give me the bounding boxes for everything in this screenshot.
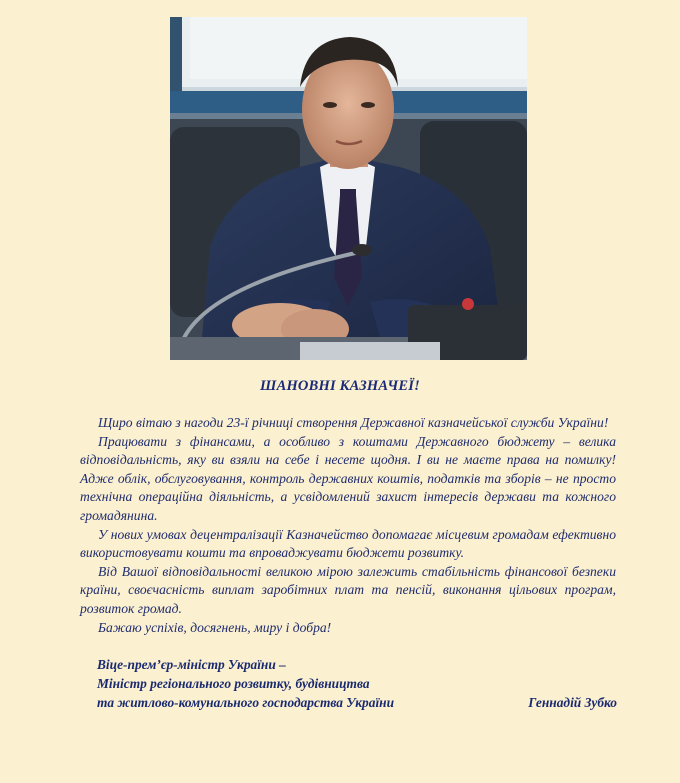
paragraph-decentralization: У нових умовах децентралізації Казначейство допомагає місцевим громадам ефективно використовувати кошти та впроваджувати бюджети розвитку. xyxy=(80,526,616,561)
letter-heading: ШАНОВНІ КАЗНАЧЕЇ! xyxy=(260,378,420,394)
paragraph-stability: Від Вашої відповідальності великою мірою залежить стабільність фінансової безпеки країни, своєчасність виплат заробітних плат та пенсій, виконання цільових програм, розвиток громад. xyxy=(80,563,616,616)
signature-title-line-1: Віце-прем’єр-міністр України – xyxy=(97,657,286,672)
official-portrait-photo xyxy=(170,17,527,360)
signature-name: Геннадій Зубко xyxy=(528,695,617,710)
paragraph-responsibility: Працювати з фінансами, а особливо з коштами Державного бюджету – велика відповідальність, яку ви взяли на себе і несете щодня. І ви не маєте права на помилку! Адже облік, обслуговування, контроль державних коштів, податків та зборів – не просто технічна операційна діяльність, а усвідомлений захист інтересів держави та кожного громадянина. xyxy=(80,433,616,523)
signature-title-line-3: та житлово-комунального господарства України xyxy=(97,695,395,710)
signature-block xyxy=(97,655,617,712)
letter-body xyxy=(80,414,616,637)
signature-title-line-2: Міністр регіонального розвитку, будівництва xyxy=(97,676,370,691)
portrait-photo-icon xyxy=(170,17,527,360)
paragraph-wishes: Бажаю успіхів, досягнень, миру і добра! xyxy=(98,619,332,635)
paragraph-greeting: Щиро вітаю з нагоди 23-ї річниці створення Державної казначейської служби України! xyxy=(98,415,609,430)
